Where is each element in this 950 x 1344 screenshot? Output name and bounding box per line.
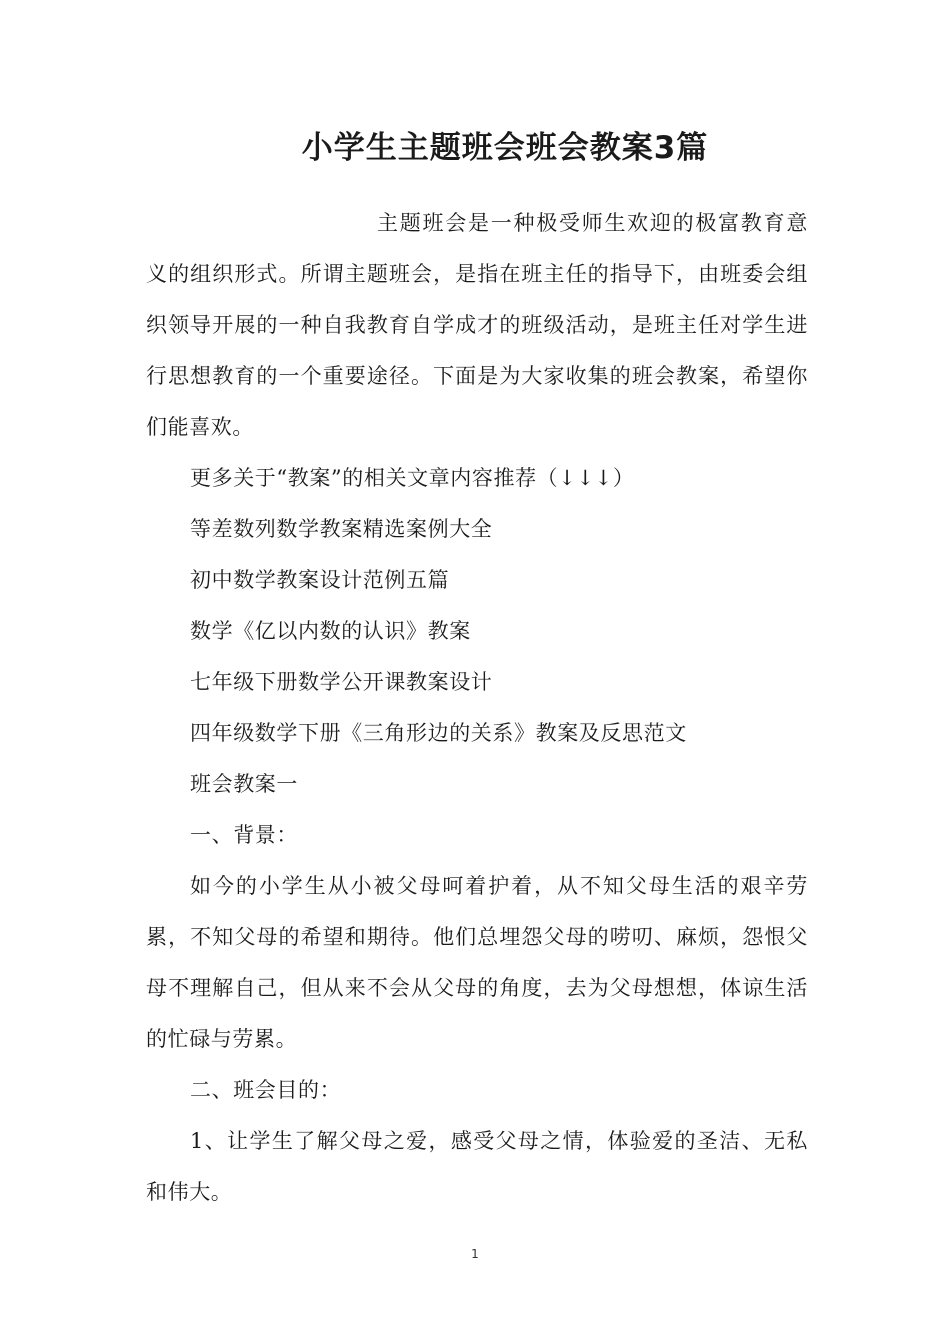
background-paragraph: 如今的小学生从小被父母呵着护着，从不知父母生活的艰辛劳累，不知父母的希望和期待。他们总埋怨父母的唠叨、麻烦，怨恨父母不理解自己，但从来不会从父母的角度，去为父母想想，体谅生活的忙碌与劳累。 [146,874,808,1051]
related-link[interactable]: 数学《亿以内数的认识》教案 [190,619,471,643]
related-link[interactable]: 初中数学教案设计范例五篇 [190,568,450,592]
related-link[interactable]: 等差数列数学教案精选案例大全 [190,517,493,541]
intro-paragraph: 主题班会是一种极受师生欢迎的极富教育意义的组织形式。所谓主题班会，是指在班主任的指导下，由班委会组织领导开展的一种自我教育自学成才的班级活动，是班主任对学生进行思想教育的一个重要途径。下面是为大家收集的班会教案，希望你们能喜欢。 [146,211,808,439]
document-body [146,198,808,1218]
related-link[interactable]: 七年级下册数学公开课教案设计 [190,670,493,694]
section-title: 班会教案一 [190,772,298,796]
related-heading: 更多关于“教案”的相关文章内容推荐（↓↓↓） [190,466,635,490]
goal-item: 1、让学生了解父母之爱，感受父母之情，体验爱的圣洁、无私和伟大。 [146,1129,808,1204]
page-number: 1 [471,1247,479,1261]
related-link[interactable]: 四年级数学下册《三角形边的关系》教案及反思范文 [190,721,687,745]
document-title: 小学生主题班会班会教案3篇 [301,130,709,166]
background-heading: 一、背景： [190,823,298,847]
goal-heading: 二、班会目的： [190,1078,342,1102]
